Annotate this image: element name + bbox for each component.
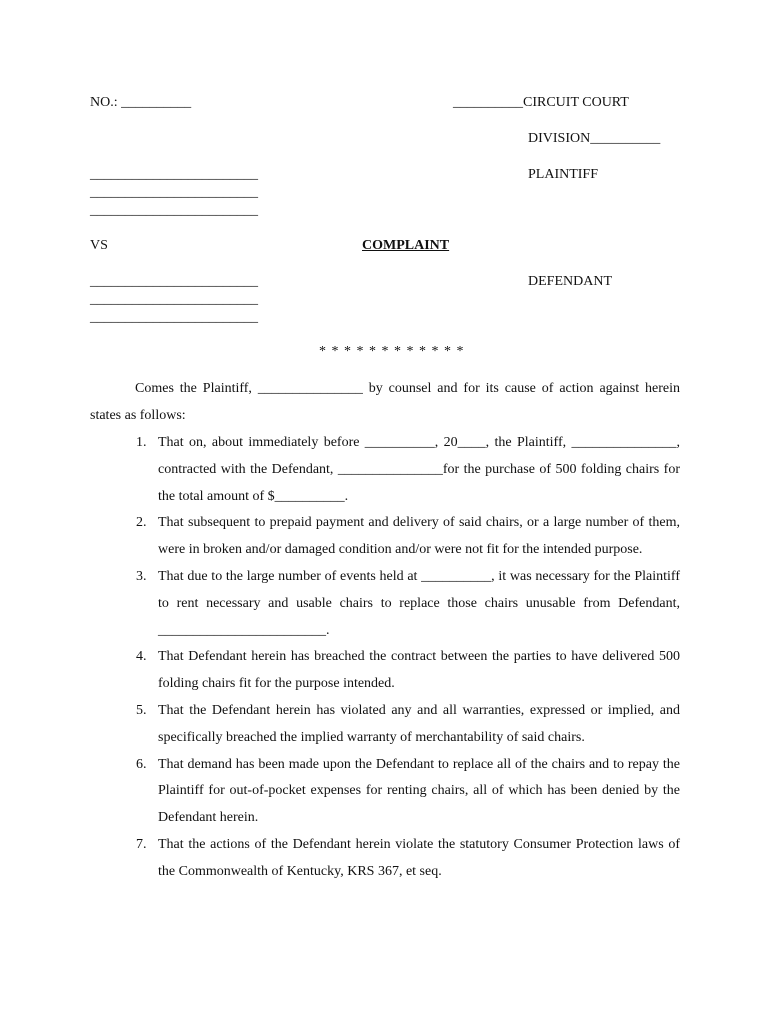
division: DIVISION__________	[528, 131, 661, 146]
court-name: __________CIRCUIT COURT	[453, 95, 629, 110]
item-text: That due to the large number of events held at __________, it was necessary for the Plaintiff to rent necessary and usable chairs to replace those chairs unusable from Defendant, ________________________.	[158, 568, 680, 638]
separator-stars: * * * * * * * * * * * *	[319, 344, 465, 359]
allegations-list	[136, 430, 680, 886]
item-number: 2.	[136, 515, 147, 531]
list-item	[136, 698, 680, 752]
list-item	[136, 832, 680, 886]
plaintiff-line: ________________________	[90, 185, 258, 200]
list-item	[136, 644, 680, 698]
list-item	[136, 752, 680, 832]
defendant-label: DEFENDANT	[528, 274, 612, 289]
list-item	[136, 510, 680, 564]
case-number: NO.: __________	[90, 95, 192, 110]
item-text: That on, about immediately before __________, 20____, the Plaintiff, _______________, contracted with the Defendant, _______________for the purchase of 500 folding chairs for the total amount of $__________.	[158, 435, 680, 504]
item-text: That the actions of the Defendant herein violate the statutory Consumer Protection laws of the Commonwealth of Kentucky, KRS 367, et seq.	[158, 836, 680, 879]
item-text: That demand has been made upon the Defendant to replace all of the chairs and to repay the Plaintiff for out-of-pocket expenses for renting chairs, all of which has been denied by the Defendant herein.	[158, 756, 680, 826]
item-number: 4.	[136, 649, 147, 665]
document-title: COMPLAINT	[362, 238, 450, 253]
list-item	[136, 564, 680, 644]
item-number: 1.	[136, 435, 147, 450]
item-number: 6.	[136, 756, 147, 772]
item-number: 7.	[136, 836, 147, 852]
intro-paragraph: Comes the Plaintiff, _______________ by counsel and for its cause of action against herein states as follows:	[90, 381, 680, 423]
defendant-line: ________________________	[90, 292, 258, 307]
plaintiff-label: PLAINTIFF	[528, 167, 599, 182]
item-text: That subsequent to prepaid payment and delivery of said chairs, or a large number of them, were in broken and/or damaged condition and/or were not fit for the intended purpose.	[158, 515, 680, 558]
list-item	[136, 430, 680, 510]
defendant-line: ________________________	[90, 310, 258, 325]
plaintiff-line: ________________________	[90, 167, 258, 182]
defendant-line: ________________________	[90, 274, 258, 289]
item-number: 5.	[136, 702, 147, 718]
plaintiff-line: ________________________	[90, 203, 258, 218]
versus-label: VS	[90, 238, 108, 253]
item-text: That Defendant herein has breached the contract between the parties to have delivered 500 folding chairs fit for the purpose intended.	[158, 649, 680, 692]
item-number: 3.	[136, 568, 147, 584]
item-text: That the Defendant herein has violated any and all warranties, expressed or implied, and specifically breached the implied warranty of merchantability of said chairs.	[158, 702, 680, 745]
